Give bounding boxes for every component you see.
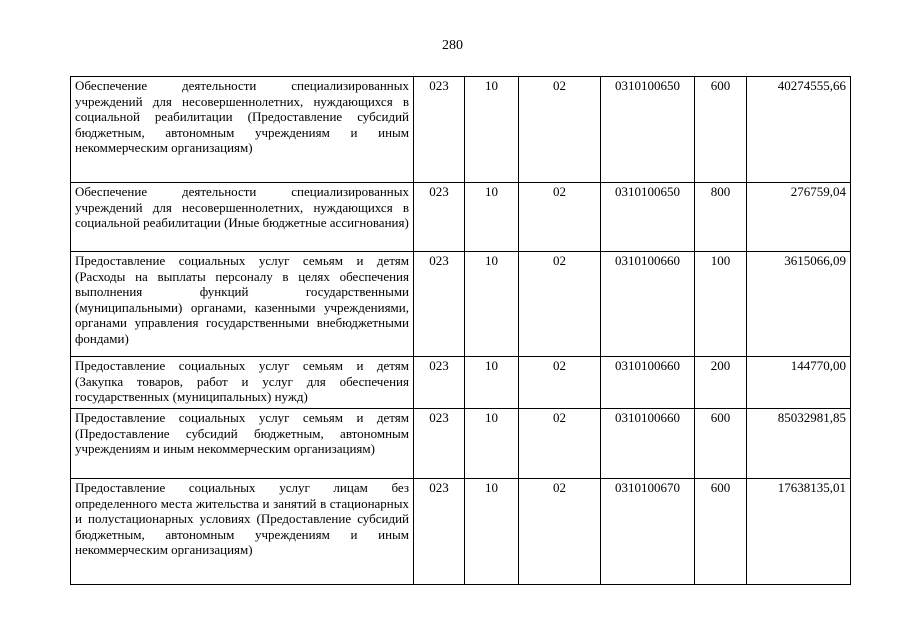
section-code: 10	[465, 252, 519, 357]
amount-value: 3615066,09	[747, 252, 851, 357]
target-article-code: 0310100670	[601, 479, 695, 585]
row-description: Предоставление социальных услуг семьям и детям (Расходы на выплаты персоналу в целях обеспечения выполнения функций государственными (муниципальными) органами, казенными учреждениями, органами управления государственными внебюджетными фондами)	[71, 252, 414, 357]
ministry-code: 023	[414, 479, 465, 585]
ministry-code: 023	[414, 357, 465, 409]
subsection-code: 02	[519, 252, 601, 357]
table-row	[71, 479, 851, 585]
expense-type-code: 800	[695, 183, 747, 252]
row-description: Обеспечение деятельности специализированных учреждений для несовершеннолетних, нуждающихся в социальной реабилитации (Иные бюджетные ассигнования)	[71, 183, 414, 252]
row-description: Обеспечение деятельности специализированных учреждений для несовершеннолетних, нуждающихся в социальной реабилитации (Предоставление субсидий бюджетным, автономным учреждениям и иным некоммерческим организациям)	[71, 77, 414, 183]
amount-value: 17638135,01	[747, 479, 851, 585]
target-article-code: 0310100660	[601, 409, 695, 479]
section-code: 10	[465, 409, 519, 479]
ministry-code: 023	[414, 77, 465, 183]
expense-type-code: 600	[695, 77, 747, 183]
section-code: 10	[465, 479, 519, 585]
subsection-code: 02	[519, 479, 601, 585]
subsection-code: 02	[519, 409, 601, 479]
expense-type-code: 200	[695, 357, 747, 409]
target-article-code: 0310100650	[601, 77, 695, 183]
page-number: 280	[442, 38, 463, 53]
amount-value: 144770,00	[747, 357, 851, 409]
section-code: 10	[465, 77, 519, 183]
ministry-code: 023	[414, 183, 465, 252]
row-description: Предоставление социальных услуг лицам без определенного места жительства и занятий в стационарных и полустационарных условиях (Предоставление субсидий бюджетным, автономным учреждениям и иным некоммерческим организациям)	[71, 479, 414, 585]
table-row	[71, 357, 851, 409]
expense-type-code: 100	[695, 252, 747, 357]
table-row	[71, 77, 851, 183]
subsection-code: 02	[519, 183, 601, 252]
amount-value: 276759,04	[747, 183, 851, 252]
row-description: Предоставление социальных услуг семьям и детям (Предоставление субсидий бюджетным, автономным учреждениям и иным некоммерческим организациям)	[71, 409, 414, 479]
ministry-code: 023	[414, 409, 465, 479]
section-code: 10	[465, 357, 519, 409]
target-article-code: 0310100660	[601, 357, 695, 409]
target-article-code: 0310100660	[601, 252, 695, 357]
table-row	[71, 409, 851, 479]
budget-table	[70, 76, 851, 585]
amount-value: 40274555,66	[747, 77, 851, 183]
expense-type-code: 600	[695, 409, 747, 479]
expense-type-code: 600	[695, 479, 747, 585]
subsection-code: 02	[519, 77, 601, 183]
table-row	[71, 183, 851, 252]
row-description: Предоставление социальных услуг семьям и детям (Закупка товаров, работ и услуг для обеспечения государственных (муниципальных) нужд)	[71, 357, 414, 409]
section-code: 10	[465, 183, 519, 252]
ministry-code: 023	[414, 252, 465, 357]
table-row	[71, 252, 851, 357]
subsection-code: 02	[519, 357, 601, 409]
amount-value: 85032981,85	[747, 409, 851, 479]
target-article-code: 0310100650	[601, 183, 695, 252]
